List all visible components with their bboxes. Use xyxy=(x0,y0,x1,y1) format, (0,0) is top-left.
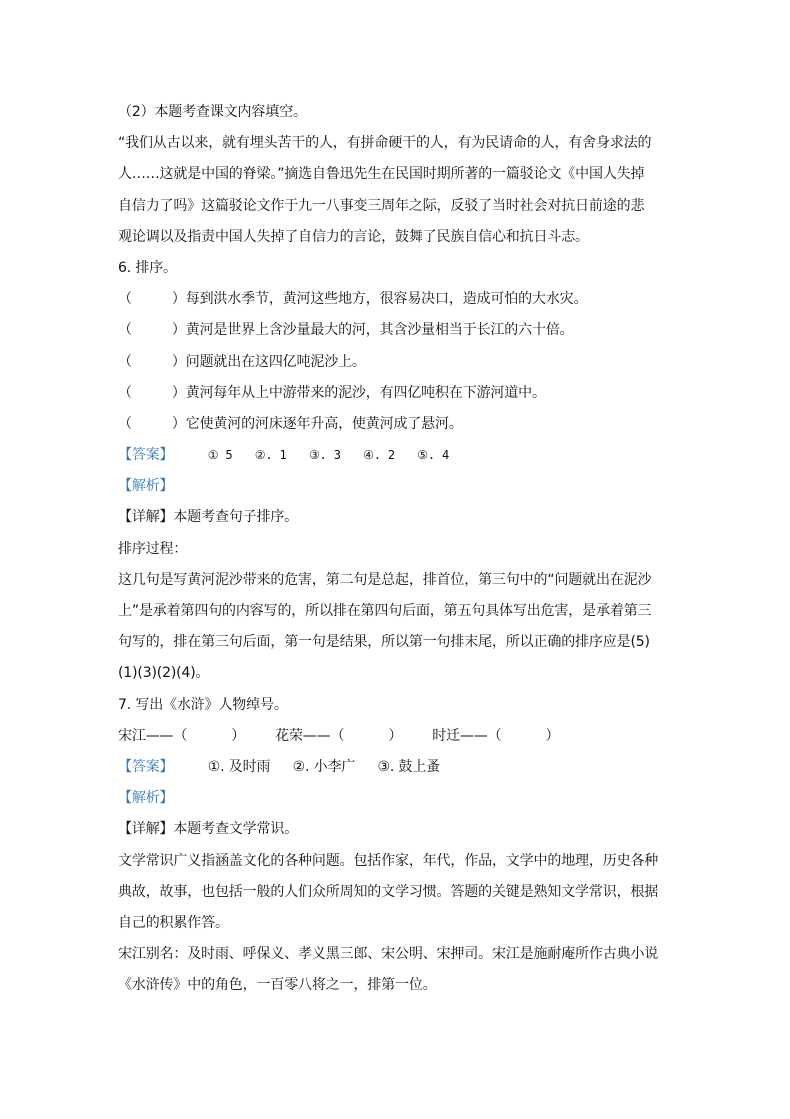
answer-item: ①. 及时雨 xyxy=(207,758,271,775)
q7-body-line: 自己的积累作答。 xyxy=(118,914,229,931)
detail-label: 【详解】 xyxy=(118,821,174,838)
q6-item xyxy=(118,347,670,378)
q6-title: 6. 排序。 xyxy=(118,259,177,276)
detail-text: 本题考查句子排序。 xyxy=(173,509,299,526)
answer-item: ① 5 xyxy=(207,448,233,463)
q7-title: 7. 写出《水浒》人物绰号。 xyxy=(118,696,288,713)
q6-process-line: 句写的，排在第三句后面，第一句是结果，所以第一句排末尾，所以正确的排序应是(5) xyxy=(118,634,650,651)
sentence-text: 黄河是世界上含沙量最大的河，其含沙量相当于长江的六十倍。 xyxy=(185,322,574,339)
q7-body-line: 文学常识广义指涵盖文化的各种问题。包括作家，年代，作品，文学中的地理，历史各种 xyxy=(118,852,659,869)
close-paren: ） xyxy=(171,353,186,370)
q6-detail xyxy=(118,502,670,533)
close-paren: ） xyxy=(171,384,186,401)
q5-part2-line: 自信力了吗》这篇驳论文作于九一八事变三周年之际，反驳了当时社会对抗日前途的悲 xyxy=(118,197,645,214)
q7-detail xyxy=(118,814,670,845)
blank-name: 时迁——（ xyxy=(432,727,502,744)
q6-item xyxy=(118,284,670,315)
q6-process-line: 上”是承着第四句的内容写的，所以排在第四句后面，第五句具体写出危害，是承着第三 xyxy=(118,603,652,619)
q6-item xyxy=(118,409,670,440)
open-paren: （ xyxy=(118,353,132,370)
q6-analysis-label xyxy=(118,471,670,502)
q5-part2-line: 观论调以及指责中国人失掉了自信力的言论，鼓舞了民族自信心和抗日斗志。 xyxy=(118,228,589,245)
analysis-label: 【解析】 xyxy=(118,790,174,807)
blank-close: ） xyxy=(545,727,560,744)
sentence-text: 黄河每年从上中游带来的泥沙，有四亿吨积在下游河道中。 xyxy=(185,384,546,401)
q7-body-line: 《水浒传》中的角色，一百零八将之一，排第一位。 xyxy=(118,977,437,994)
q5-part2-heading: （2）本题考查课文内容填空。 xyxy=(118,104,307,120)
q5-part2-line: “我们从古以来，就有埋头苦干的人，有拼命硬干的人，有为民请命的人，有舍身求法的 xyxy=(118,135,652,152)
q7-answer-row xyxy=(118,752,670,783)
answer-label: 【答案】 xyxy=(118,447,174,464)
answer-item: ③. 鼓上蚤 xyxy=(377,758,441,775)
analysis-label: 【解析】 xyxy=(118,478,174,495)
q7-body-line: 宋江别名：及时雨、呼保义、孝义黑三郎、宋公明、宋押司。宋江是施耐庵所作古典小说 xyxy=(118,946,659,963)
q6-item xyxy=(118,315,670,346)
open-paren: （ xyxy=(118,415,132,432)
close-paren: ） xyxy=(171,322,186,339)
sentence-text: 它使黄河的河床逐年升高，使黄河成了悬河。 xyxy=(185,415,463,432)
open-paren: （ xyxy=(118,322,132,339)
sentence-text: 问题就出在这四亿吨泥沙上。 xyxy=(185,353,366,370)
q6-process-title: 排序过程： xyxy=(118,540,188,557)
document-page xyxy=(118,97,670,1001)
q6-answer-row xyxy=(118,440,670,471)
q5-part2-line: 人……这就是中国的脊梁。”摘选自鲁迅先生在民国时期所著的一篇驳论文《中国人失掉 xyxy=(118,166,645,183)
blank-close: ） xyxy=(231,727,246,744)
q7-body-line: 典故，故事，也包括一般的人们众所周知的文学习惯。答题的关键是熟知文学常识，根据 xyxy=(118,883,659,900)
close-paren: ） xyxy=(171,415,186,432)
blank-close: ） xyxy=(388,727,403,744)
q6-process-line: (1)(3)(2)(4)。 xyxy=(118,665,210,682)
q6-item xyxy=(118,378,670,409)
q6-process-line: 这几句是写黄河泥沙带来的危害，第二句是总起，排首位，第三句中的“问题就出在泥沙 xyxy=(118,571,652,588)
detail-text: 本题考查文学常识。 xyxy=(173,821,299,838)
blank-name: 宋江——（ xyxy=(118,727,188,744)
answer-item: ⑤. 4 xyxy=(417,448,450,463)
q7-blanks-row xyxy=(118,721,670,752)
answer-item: ③. 3 xyxy=(308,448,341,463)
close-paren: ） xyxy=(171,291,186,308)
answer-item: ④. 2 xyxy=(363,448,395,463)
open-paren: （ xyxy=(118,291,132,308)
open-paren: （ xyxy=(118,384,132,401)
answer-item: ②. 1 xyxy=(254,448,287,463)
answer-label: 【答案】 xyxy=(118,758,174,775)
q7-analysis-label xyxy=(118,783,670,814)
blank-name: 花荣——（ xyxy=(275,727,345,744)
sentence-text: 每到洪水季节，黄河这些地方，很容易决口，造成可怕的大水灾。 xyxy=(185,291,588,308)
detail-label: 【详解】 xyxy=(118,509,174,526)
answer-item: ②. 小李广 xyxy=(292,758,356,775)
